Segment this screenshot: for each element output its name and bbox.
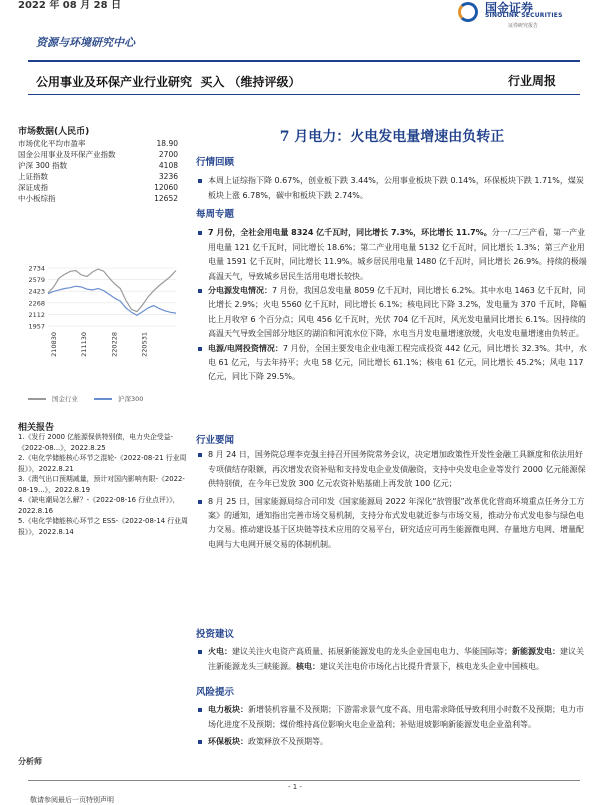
advice-nuclear-label: 核电： xyxy=(296,661,320,671)
related-report-item[interactable]: 5.《电化学储能核心环节之 ESS-《2022-08-14 行业周报》》，2022.8.14 xyxy=(18,517,188,536)
risk-bullet-2 xyxy=(196,735,588,749)
related-reports-title: 相关报告 xyxy=(18,423,55,433)
index-trend-chart xyxy=(18,262,180,372)
footer-rule xyxy=(28,780,580,781)
topic-bullet-2 xyxy=(196,284,588,342)
y-tick-label: 2268 xyxy=(28,299,45,308)
topic-bullet-3 xyxy=(196,342,588,385)
news-bullet-1: 8 月 24 日，国务院总理李克强主持召开国务院常务会议，决定增加政策性开发性金融工具额度和依法用好专项债结存限额，再次增发农资补贴和支持发电企业发债融资，支持中央发电企业等发行 2000 亿元能源保供特别债，在今年已发放 300 亿元农资补贴基础上再发放 100 亿元； xyxy=(196,448,588,491)
topic-bullet-2-text: 7 月份，我国总发电量 8059 亿千瓦时，同比增长 6.2%。其中水电 1463 亿千瓦时，同比增长 2.9%；火电 5560 亿千瓦时，同比增长 6.1%；核电同比下降 3.2%，发电量为 370 千瓦时，降幅比上月收窄 6 个百分点；风电 456 亿千瓦时，光伏 704 亿千瓦时，风光发电量同比增长 6.1%。因持续的高温天气导致全国部分地区的湖泊和河流水位下降，水电当月发电量增速放缓，火电发电量增速由负转正。 xyxy=(208,286,587,339)
section-advice xyxy=(196,628,588,674)
risk-bullet-1-bold: 电力板块： xyxy=(208,705,248,715)
logo-subtitle: 证券研究报告 xyxy=(508,23,539,29)
x-tick-label: 210830 xyxy=(50,332,58,357)
topic-bullet-1-text: 分一/二/三产看，第一产业用电量 121 亿千瓦时，同比增长 18.6%；第二产业用电量 5132 亿千瓦时，同比增长 1.3%；第三产业用电量 1591 亿千瓦时，同比增长 11.9%。城乡居民用电量 1480 亿千瓦时，同比增长 26.9%。持续的极端高温天气，导致城乡居民生活用电增长较快。 xyxy=(208,228,587,281)
risk-bullet-2-text: 政策释放不及预期等。 xyxy=(248,737,328,747)
chart-legend xyxy=(28,394,143,403)
section-heading: 投资建议 xyxy=(196,629,235,640)
series-line-0 xyxy=(48,269,176,312)
topic-bullet-3-text: 7 月份，全国主要发电企业电源工程完成投资 442 亿元，同比增长 32.3%。其中，水电 61 亿元，与去年持平；火电 58 亿元，同比增长 61.1%；核电 61 亿元，同比增长 45.2%；风电 117 亿元，同比下降 29.5%。 xyxy=(208,343,587,382)
topic-bullet-1 xyxy=(196,226,588,284)
industry-rating: 公用事业及环保产业行业研究 买入 （维持评级） xyxy=(36,75,301,89)
related-report-item[interactable]: 3.《澳气出口预期减量，预计对国内影响有限-《2022-08-19...》，2022.8.19 xyxy=(18,475,185,494)
logo-text-cn: 国金证券 xyxy=(485,1,534,15)
market-row: 中小板综指 12652 xyxy=(18,194,178,203)
legend-label-hs300: 沪深300 xyxy=(118,395,144,403)
topic-bullet-2-bold: 分电源发电情况： xyxy=(208,286,272,296)
market-row: 国金公用事业及环保产业指数 2700 xyxy=(18,150,178,159)
topic-bullet-1-bold: 7 月份，全社会用电量 8324 亿千瓦时，同比增长 7.3%，环比增长 11.7%。 xyxy=(208,228,492,238)
related-reports-list xyxy=(18,432,188,537)
advice-fire-text: 建议关注火电资产高质量、拓展新能源发电的龙头企业国电电力、华能国际等； xyxy=(232,647,512,657)
logo-mark-icon xyxy=(458,2,478,22)
y-tick-label: 1957 xyxy=(28,322,45,331)
topic-bullet-3-bold: 电源/电网投资情况： xyxy=(208,343,283,353)
page-number: - 1 - xyxy=(288,783,302,791)
related-report-item[interactable]: 4.《缺电潮局怎么解？-《2022-08-16 行业点评》》，2022.8.16 xyxy=(18,496,180,515)
y-tick-label: 2579 xyxy=(28,276,45,285)
advice-fire-label: 火电： xyxy=(208,647,232,657)
advice-nuclear-text: 建议关注电价市场化占比提升背景下，核电龙头企业中国核电。 xyxy=(320,661,544,671)
x-tick-label: 220228 xyxy=(110,332,119,357)
section-heading: 行情回顾 xyxy=(196,157,235,168)
report-type: 行业周报 xyxy=(508,74,557,88)
market-row: 市场优化平均市盈率 18.90 xyxy=(18,139,178,148)
footer-disclaimer: 敬请参阅最后一页特别声明 xyxy=(30,796,114,804)
header-rule xyxy=(28,60,580,62)
series-line-1 xyxy=(48,286,176,315)
section-topic xyxy=(196,208,588,385)
advice-renewable-label: 新能源发电： xyxy=(512,647,560,657)
legend-swatch-industry xyxy=(28,398,46,400)
section-risk xyxy=(196,686,588,750)
advice-text xyxy=(196,645,588,674)
x-tick-label: 211130 xyxy=(80,332,89,357)
market-data-table xyxy=(18,138,178,204)
market-row: 上证指数 3236 xyxy=(18,172,178,181)
section-heading: 行业要闻 xyxy=(196,435,235,446)
section-heading: 风险提示 xyxy=(196,687,235,698)
section-heading: 每周专题 xyxy=(196,209,235,220)
sinolink-logo xyxy=(458,0,588,36)
report-title: 7 月电力：火电发电量增速由负转正 xyxy=(279,129,505,145)
review-text: 本周上证综指下降 0.67%，创业板下跌 3.44%，公用事业板块下跌 0.14%，环保板块下跌 1.71%，煤炭板块上涨 6.78%，碳中和板块下跌 2.74%。 xyxy=(196,174,588,203)
section-news xyxy=(196,434,588,552)
section-review xyxy=(196,156,588,203)
research-dept: 资源与环境研究中心 xyxy=(36,36,135,49)
news-bullet-2: 8 月 25 日，国家能源局综合司印发《国家能源局 2022 年深化“放管服”改革优化营商环境重点任务分工方案》的通知，通知指出完善市场交易机制，支持分布式发电就近参与市场交易，推动分布式发电参与绿色电力交易。推动建设基于区块链等技术应用的交易平台，研究适应可再生能源微电网、存量地方电网、增量配电网与大电网开展交易的体制机制。 xyxy=(196,495,588,553)
x-tick-label: 220531 xyxy=(140,332,149,357)
market-data-title: 市场数据(人民币) xyxy=(18,127,90,137)
y-tick-label: 2112 xyxy=(28,310,45,319)
related-report-item[interactable]: 1.《发行 2000 亿能源保供特别债，电力央企受益-《2022-08...》，2022.8.25 xyxy=(18,433,174,452)
logo-text-en: SINOLINK SECURITIES xyxy=(485,12,563,19)
market-row: 沪深 300 指数 4108 xyxy=(18,161,178,170)
related-report-item[interactable]: 2.《电化学储能核心环节之混轮-《2022-08-21 行业周报》》，2022.8.21 xyxy=(18,454,187,473)
analyst-label: 分析师 xyxy=(18,757,42,766)
y-tick-label: 2734 xyxy=(28,264,45,273)
risk-bullet-1-text: 新增装机容量不及预期；下游需求景气度不高、用电需求降低导致利用小时数不及预期；电力市场化进度不及预期；煤价维持高位影响火电企业盈利；补贴退坡影响新能源发电企业盈利等。 xyxy=(208,705,584,729)
index-trend-svg xyxy=(18,262,180,394)
market-row: 深证成指 12060 xyxy=(18,183,178,192)
risk-bullet-1 xyxy=(196,703,588,732)
risk-bullet-2-bold: 环保板块： xyxy=(208,737,248,747)
legend-label-industry: 国金行业 xyxy=(52,395,78,403)
advice-renewable-text: 建议关注新能源龙头三峡能源。 xyxy=(208,647,584,671)
report-date: 2022 年 08 月 28 日 xyxy=(18,0,122,11)
legend-swatch-hs300 xyxy=(94,398,112,400)
y-tick-label: 2423 xyxy=(28,287,45,296)
banner-rule xyxy=(28,94,580,95)
